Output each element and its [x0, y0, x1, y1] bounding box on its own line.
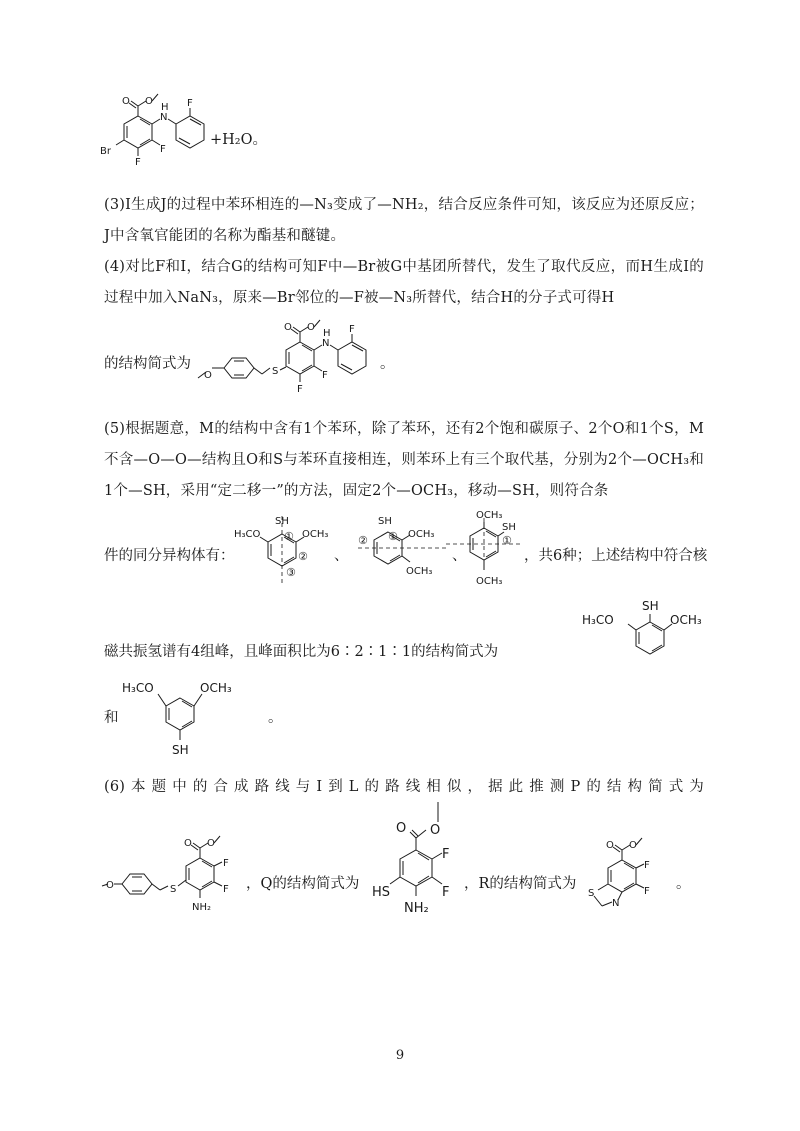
label: H₃CO [234, 529, 261, 540]
label: OCH₃ [408, 529, 435, 540]
label: F [187, 98, 193, 109]
label: SH [275, 516, 289, 527]
label: O [284, 322, 292, 333]
paragraph-4: (4)对比F和I，结合G的结构可知F中—Br被G中基团所替代，发生了取代反应，而H生成I的过程中加入NaN₃，原来—Br邻位的—F被—N₃所替代，结合H的分子式可得H [104, 259, 704, 306]
label: ③ [286, 566, 296, 579]
label: F [297, 384, 303, 395]
label: O [307, 322, 315, 333]
label: O [184, 838, 192, 849]
label: ① [502, 534, 512, 547]
paragraph-5-line4-after: ，共6种；上述结构中符合核 [524, 548, 708, 564]
paragraph-4-tail: 的结构简式为 [104, 356, 191, 372]
label: H₃CO [582, 613, 614, 627]
answer-structure-1 [580, 596, 720, 674]
label: S [588, 888, 595, 899]
isomer-3 [444, 504, 524, 590]
label: OCH₃ [476, 576, 503, 587]
label: O [106, 880, 114, 891]
paragraph-5-line4-before: 件的同分异构体有： [104, 548, 235, 564]
label: O [207, 838, 215, 849]
page-number: 9 [395, 1048, 405, 1063]
isomer-2 [340, 510, 450, 588]
label: O [606, 840, 614, 851]
label: F [442, 847, 450, 862]
label: OCH₃ [476, 510, 503, 521]
q-text: ，Q的结构简式为 [246, 876, 360, 892]
label: O [145, 96, 153, 107]
structure-h [194, 312, 384, 402]
label: O [430, 823, 441, 838]
label: SH [378, 516, 392, 527]
paragraph-5-line5: 磁共振氢谱有4组峰，且峰面积比为6∶2∶1∶1的结构简式为 [104, 644, 499, 660]
label: OCH₃ [200, 681, 232, 695]
answer-structure-2 [118, 674, 268, 760]
label: Br [100, 146, 111, 157]
paragraph-6: (6)本题中的合成路线与I到L的路线相似，据此推测P的结构简式为 [104, 779, 704, 795]
label: N [322, 338, 330, 349]
label: F [322, 370, 328, 381]
label: O [122, 96, 130, 107]
label: HS [372, 885, 391, 900]
label: F [442, 885, 450, 900]
label: OCH₃ [670, 613, 702, 627]
label: O [396, 821, 407, 836]
r-text: ，R的结构简式为 [464, 876, 577, 892]
label: H [323, 328, 331, 339]
label: SH [172, 743, 189, 757]
paragraph-6-end: 。 [676, 876, 691, 892]
label: ① [388, 530, 398, 543]
and-label: 和 [104, 710, 119, 726]
label: OCH₃ [406, 566, 433, 577]
label: N [160, 112, 168, 123]
label: O [629, 840, 637, 851]
label: F [223, 858, 229, 869]
paragraph-4-end: 。 [380, 356, 395, 372]
label: OCH₃ [302, 529, 329, 540]
paragraph-5-end: 。 [268, 710, 283, 726]
label: F [644, 886, 650, 897]
label: S [170, 884, 177, 895]
isomer-1 [232, 510, 332, 588]
label: ② [358, 534, 368, 547]
structure-p [100, 822, 250, 922]
label: N [612, 898, 620, 909]
label: F [160, 144, 166, 155]
plus-water: +H₂O。 [210, 132, 267, 148]
label: SH [642, 599, 659, 613]
label: F [223, 884, 229, 895]
sep-2: 、 [452, 548, 467, 564]
label: F [644, 860, 650, 871]
label: F [349, 324, 355, 335]
label: NH₂ [192, 902, 212, 913]
sep-1: 、 [334, 548, 349, 564]
paragraph-5: (5)根据题意，M的结构中含有1个苯环，除了苯环，还有2个饱和碳原子、2个O和1个S，M不含—O—O—结构且O和S与苯环直接相连，则苯环上有三个取代基，分别为2个—OCH₃和1个—SH，采用“定二移一”的方法，固定2个—OCH₃，移动—SH，则符合条 [104, 421, 704, 499]
label: F [135, 157, 141, 168]
label: H [161, 102, 169, 113]
structure-q [366, 800, 466, 940]
label: ② [298, 550, 308, 563]
structure-s2-product [98, 88, 218, 168]
label: SH [502, 522, 516, 533]
label: ① [284, 530, 294, 543]
paragraph-3: (3)I生成J的过程中苯环相连的—N₃变成了—NH₂，结合反应条件可知，该反应为还原反应；J中含氧官能团的名称为酯基和醚键。 [104, 197, 704, 244]
label: NH₂ [404, 901, 429, 916]
structure-r [578, 830, 678, 930]
label: O [204, 370, 212, 381]
label: H₃CO [122, 681, 154, 695]
label: S [272, 366, 279, 377]
